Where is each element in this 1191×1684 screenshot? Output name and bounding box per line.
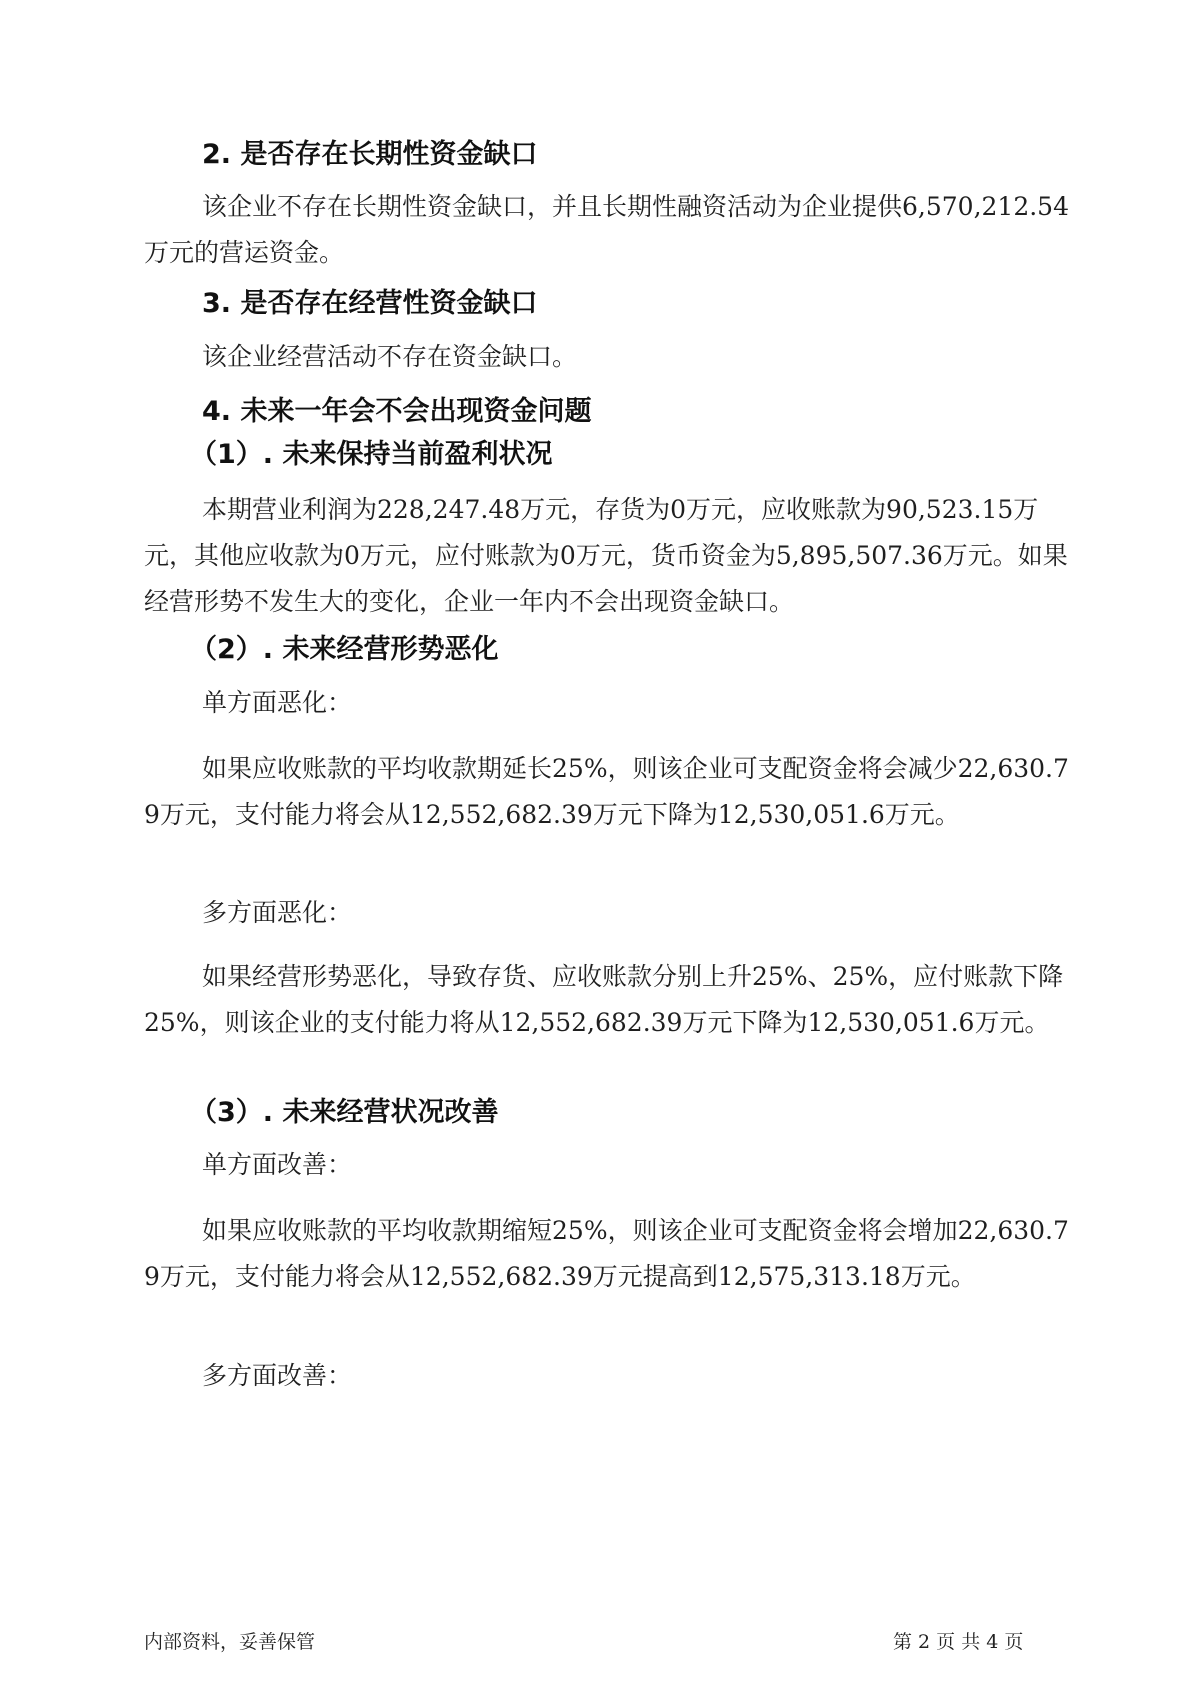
subsection-4-2-multi-paragraph: 如果经营形势恶化，导致存货、应收账款分别上升25%、25%，应付账款下降25%，则该企业的支付能力将从12,552,682.39万元下降为12,530,051.6万元。: [144, 962, 1064, 1037]
footer-confidential-note: 内部资料，妥善保管: [144, 1631, 316, 1653]
section-4-heading: 4. 未来一年会不会出现资金问题: [202, 396, 592, 427]
section-2-heading: 2. 是否存在长期性资金缺口: [202, 139, 538, 170]
subsection-4-3-heading: （3）. 未来经营状况改善: [190, 1097, 499, 1128]
section-3-heading: 3. 是否存在经营性资金缺口: [202, 288, 538, 319]
section-3-paragraph: 该企业经营活动不存在资金缺口。: [202, 342, 578, 371]
subsection-4-2-single-label: 单方面恶化：: [202, 688, 353, 717]
subsection-4-3-single-paragraph: 如果应收账款的平均收款期缩短25%，则该企业可支配资金将会增加22,630.79万元，支付能力将会从12,552,682.39万元提高到12,575,313.18万元。: [144, 1216, 1069, 1291]
subsection-4-1-heading: （1）. 未来保持当前盈利状况: [190, 439, 553, 470]
subsection-4-2-heading: （2）. 未来经营形势恶化: [190, 634, 499, 665]
section-2-paragraph: 该企业不存在长期性资金缺口，并且长期性融资活动为企业提供6,570,212.54万元的营运资金。: [144, 192, 1069, 267]
footer-page-number: 第 2 页 共 4 页: [893, 1631, 1024, 1653]
subsection-4-1-paragraph: 本期营业利润为228,247.48万元，存货为0万元，应收账款为90,523.15万元，其他应收款为0万元，应付账款为0万元，货币资金为5,895,507.36万元。如果经营形势不发生大的变化，企业一年内不会出现资金缺口。: [144, 495, 1068, 616]
subsection-4-2-single-paragraph: 如果应收账款的平均收款期延长25%，则该企业可支配资金将会减少22,630.79万元，支付能力将会从12,552,682.39万元下降为12,530,051.6万元。: [144, 754, 1069, 829]
subsection-4-3-multi-label: 多方面改善：: [202, 1361, 353, 1390]
subsection-4-3-single-label: 单方面改善：: [202, 1150, 353, 1179]
subsection-4-2-multi-label: 多方面恶化：: [202, 898, 353, 927]
